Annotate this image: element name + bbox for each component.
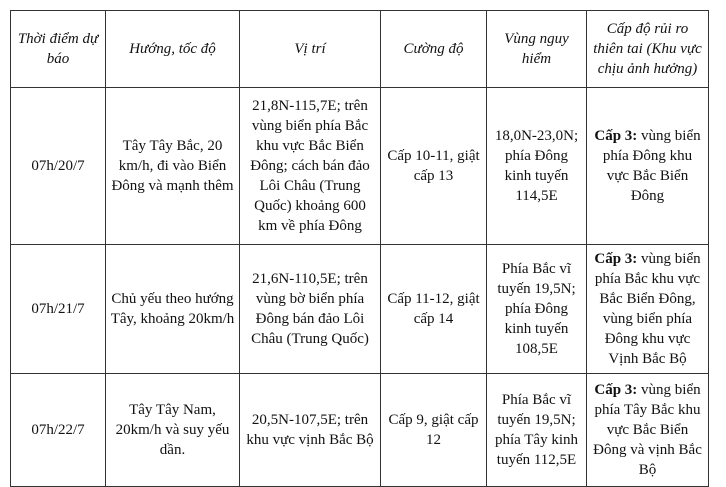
- cell-time: 07h/22/7: [11, 374, 106, 487]
- risk-area-text: vùng biển phía Tây Bắc khu vực Bắc Biển Đông và vịnh Bắc Bộ: [593, 382, 702, 478]
- risk-level-label: Cấp 3:: [594, 128, 638, 144]
- header-intensity: Cường độ: [381, 11, 487, 88]
- risk-area-text: vùng biển phía Đông khu vực Bắc Biển Đông: [602, 128, 701, 204]
- cell-position: 20,5N-107,5E; trên khu vực vịnh Bắc Bộ: [240, 374, 381, 487]
- cell-danger-zone: Phía Bắc vĩ tuyến 19,5N; phía Đông kinh tuyến 108,5E: [487, 245, 587, 374]
- cell-danger-zone: Phía Bắc vĩ tuyến 19,5N; phía Tây kinh tuyến 112,5E: [487, 374, 587, 487]
- table-row: [11, 88, 709, 245]
- risk-area-text: vùng biển phía Bắc khu vực Bắc Biển Đông, vùng biển phía Đông khu vực Vịnh Bắc Bộ: [594, 251, 701, 367]
- header-direction: Hướng, tốc độ: [106, 11, 240, 88]
- risk-level-label: Cấp 3:: [594, 251, 638, 267]
- cell-time: 07h/20/7: [11, 88, 106, 245]
- cell-risk: [587, 374, 709, 487]
- cell-position: 21,6N-110,5E; trên vùng bờ biển phía Đông bán đảo Lôi Châu (Trung Quốc): [240, 245, 381, 374]
- cell-danger-zone: 18,0N-23,0N; phía Đông kinh tuyến 114,5E: [487, 88, 587, 245]
- cell-intensity: Cấp 10-11, giật cấp 13: [381, 88, 487, 245]
- forecast-table: [10, 10, 709, 487]
- cell-direction: Tây Tây Nam, 20km/h và suy yếu dần.: [106, 374, 240, 487]
- forecast-table-container: [10, 10, 709, 487]
- cell-position: 21,8N-115,7E; trên vùng biển phía Bắc khu vực Bắc Biển Đông; cách bán đảo Lôi Châu (Trung Quốc) khoảng 600 km về phía Đông: [240, 88, 381, 245]
- cell-time: 07h/21/7: [11, 245, 106, 374]
- risk-level-label: Cấp 3:: [594, 382, 638, 398]
- header-danger-zone: Vùng nguy hiểm: [487, 11, 587, 88]
- cell-risk: [587, 245, 709, 374]
- table-row: [11, 245, 709, 374]
- cell-risk: [587, 88, 709, 245]
- header-risk-level: Cấp độ rủi ro thiên tai (Khu vực chịu ảnh hưởng): [587, 11, 709, 88]
- header-time: Thời điểm dự báo: [11, 11, 106, 88]
- table-header-row: [11, 11, 709, 88]
- cell-intensity: Cấp 11-12, giật cấp 14: [381, 245, 487, 374]
- cell-direction: Tây Tây Bắc, 20 km/h, đi vào Biển Đông và mạnh thêm: [106, 88, 240, 245]
- table-row: [11, 374, 709, 487]
- cell-intensity: Cấp 9, giật cấp 12: [381, 374, 487, 487]
- cell-direction: Chủ yếu theo hướng Tây, khoảng 20km/h: [106, 245, 240, 374]
- header-position: Vị trí: [240, 11, 381, 88]
